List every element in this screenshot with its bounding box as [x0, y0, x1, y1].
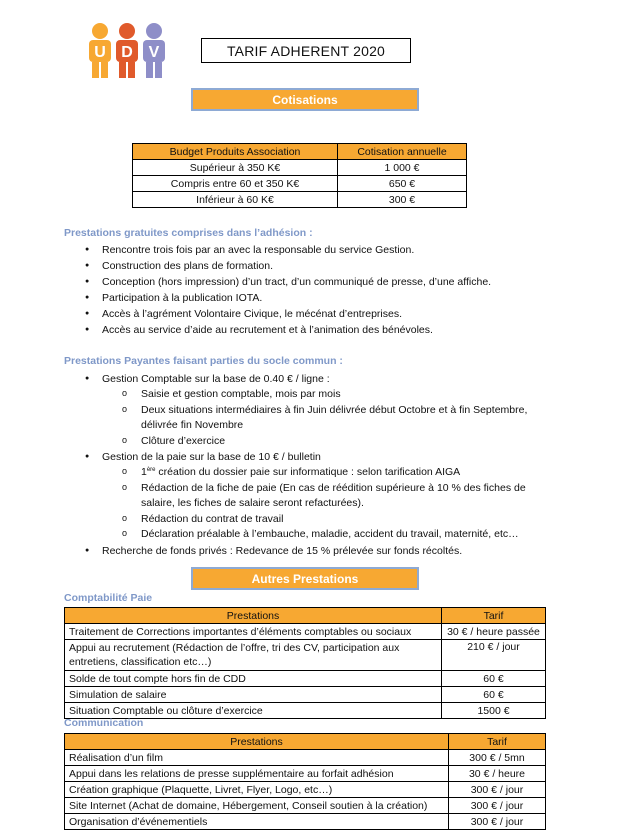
table-row [133, 192, 467, 208]
cotisations-table [132, 143, 467, 208]
sublist-item: o Saisie et gestion comptable, mois par mois [102, 387, 544, 403]
list-item: ● Conception (hors impression) d’un tract, d’un communiqué de presse, d’une affiche. [64, 274, 604, 290]
list-item: ● Accès à l’agrément Volontaire Civique, le mécénat d’entreprises. [64, 306, 604, 322]
table-row [133, 176, 467, 192]
list-item: ● Construction des plans de formation. [64, 258, 604, 274]
payantes-heading: Prestations Payantes faisant parties du socle commun : [64, 355, 343, 367]
table-cell: 60 € [442, 671, 546, 687]
list-item-text: Gestion de la paie sur la base de 10 € / bulletin [102, 451, 321, 463]
table-cell: 300 € / jour [449, 782, 546, 798]
table-cell: Site Internet (Achat de domaine, Hébergement, Conseil soutien à la création) [65, 798, 449, 814]
table-header: Tarif [442, 608, 546, 624]
table-cell: 300 € / jour [449, 814, 546, 830]
sublist-item: o Déclaration préalable à l’embauche, maladie, accident du travail, maternité, etc… [102, 527, 544, 543]
table-header-row [133, 144, 467, 160]
payantes-list [64, 371, 544, 559]
table-row [65, 766, 546, 782]
table-row [65, 671, 546, 687]
table-cell: 300 € / 5mn [449, 750, 546, 766]
sublist-item: o Rédaction du contrat de travail [102, 512, 544, 528]
list-item-text: Recherche de fonds privés : Redevance de 15 % prélevée sur fonds récoltés. [102, 544, 463, 557]
sublist [102, 465, 544, 543]
table-row [133, 160, 467, 176]
sublist-item: o Deux situations intermédiaires à fin Juin délivrée début Octobre et à fin Septembre, délivrée fin Novembre [102, 403, 544, 434]
logo-letter-v: V [148, 44, 160, 61]
sublist-item [102, 465, 544, 481]
table-row [65, 624, 546, 640]
table-header-row [65, 608, 546, 624]
table-cell: Solde de tout compte hors fin de CDD [65, 671, 442, 687]
compta-paie-heading: Comptabilité Paie [64, 592, 153, 604]
list-item-text: Gestion Comptable sur la base de 0.40 € / ligne : [102, 373, 330, 385]
table-cell: Appui au recrutement (Rédaction de l’offre, tri des CV, participation aux entretiens, classification etc…) [65, 640, 442, 671]
ordinal-number: 1 [141, 466, 147, 478]
table-cell: Supérieur à 350 K€ [133, 160, 338, 176]
table-cell: 60 € [442, 687, 546, 703]
document-title: TARIF ADHERENT 2020 [201, 38, 411, 63]
table-cell: Compris entre 60 et 350 K€ [133, 176, 338, 192]
table-cell: 1 000 € [338, 160, 467, 176]
table-cell: 30 € / heure passée [442, 624, 546, 640]
table-row [65, 750, 546, 766]
table-header: Prestations [65, 734, 449, 750]
autres-prestations-banner: Autres Prestations [191, 567, 419, 590]
table-cell: Réalisation d’un film [65, 750, 449, 766]
table-cell: Simulation de salaire [65, 687, 442, 703]
table-row [65, 640, 546, 671]
list-item [64, 543, 544, 559]
cotisations-banner: Cotisations [191, 88, 419, 111]
table-cell: 300 € / jour [449, 798, 546, 814]
table-row [65, 687, 546, 703]
table-cell: 210 € / jour [442, 640, 546, 671]
list-item [64, 449, 544, 543]
logo-figure-d [116, 23, 138, 78]
table-header: Budget Produits Association [133, 144, 338, 160]
list-item: ● Rencontre trois fois par an avec la responsable du service Gestion. [64, 242, 604, 258]
list-item: ● Participation à la publication IOTA. [64, 290, 604, 306]
sublist-item: o Rédaction de la fiche de paie (En cas de réédition supérieure à 10 % des fiches de salaire, les fiches de salaire seront refacturées). [102, 481, 544, 512]
compta-paie-table [64, 607, 546, 719]
table-header: Cotisation annuelle [338, 144, 467, 160]
table-header: Prestations [65, 608, 442, 624]
table-cell: Appui dans les relations de presse supplémentaire au forfait adhésion [65, 766, 449, 782]
udv-logo [86, 20, 168, 82]
table-cell: Organisation d’événementiels [65, 814, 449, 830]
table-row [65, 798, 546, 814]
sublist-item: o Clôture d’exercice [102, 434, 544, 450]
table-header: Tarif [449, 734, 546, 750]
table-row [65, 782, 546, 798]
logo-figure-u [89, 23, 111, 78]
communication-table [64, 733, 546, 830]
list-item: ● Accès au service d’aide au recrutement et à l’animation des bénévoles. [64, 322, 604, 338]
table-cell: 650 € [338, 176, 467, 192]
table-cell: 30 € / heure [449, 766, 546, 782]
logo-figure-v [143, 23, 165, 78]
table-cell: Situation Comptable ou clôture d’exercice [65, 703, 442, 719]
gratuites-heading: Prestations gratuites comprises dans l’adhésion : [64, 227, 313, 239]
ordinal-suffix: ère [146, 467, 156, 473]
table-cell: Création graphique (Plaquette, Livret, Flyer, Logo, etc…) [65, 782, 449, 798]
table-row [65, 814, 546, 830]
sublist [102, 387, 544, 449]
table-cell: 300 € [338, 192, 467, 208]
communication-heading: Communication [64, 717, 144, 729]
gratuites-list [64, 242, 604, 338]
list-item [64, 371, 544, 449]
logo-letter-u: U [94, 44, 106, 61]
table-cell: 1500 € [442, 703, 546, 719]
table-cell: Traitement de Corrections importantes d’éléments comptables ou sociaux [65, 624, 442, 640]
table-cell: Inférieur à 60 K€ [133, 192, 338, 208]
table-header-row [65, 734, 546, 750]
sublist-item-text: création du dossier paie sur informatique : selon tarification AIGA [155, 466, 461, 478]
logo-letter-d: D [121, 44, 133, 61]
